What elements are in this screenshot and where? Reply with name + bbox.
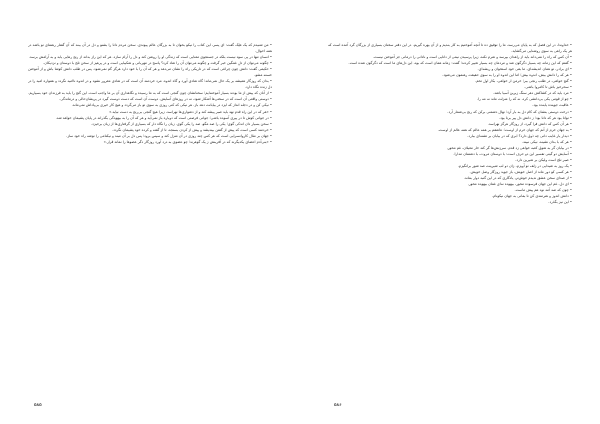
paragraph: • چگونه می‌توان از دلِ غمگین خبر گرفت و چگونه می‌توان آن را شاد کرد؟ پاسخ در مهربانی و شکیبایی است و در پرهیز از سخن تلخ با دوستان و نزدیکان. — [43, 61, 272, 66]
paragraph: • عاقبت جوینده یابنده بود. — [532, 103, 572, 108]
left-page-text-column — [28, 42, 272, 372]
paragraph: • گفتم که این زمانه چه بسیار دگرگون شد و مردمان چه بسیار تغییر کردند؛ گفت: زمانه همان است که بود، این دل‌های ما است که دگرگون شده است. — [348, 61, 572, 66]
right-page-number: ۵۸۶ — [334, 402, 342, 407]
paragraph: • به جهان خرم از آنم که جهان خرم از اوست؛ عاشقم بر همه عالم که همه عالم از اوست. — [437, 127, 572, 132]
paragraph: • سخن بسیار دان اندکی گوی؛ یکی را صد مگو، صد را یکی گوی. زبان را نگاه دار که بسیاری از گرفتاری‌ها از زبان برخیزد. — [91, 121, 272, 126]
right-page — [300, 0, 600, 424]
paragraph: • در بیابان گر به شوق کعبه خواهی زد قدم، سرزنش‌ها گر کند خار مغیلان، غم مخور. — [446, 145, 572, 150]
paragraph: • حکیمی گفت: دانش چون چراغی است که در تاریکی راه را نشان می‌دهد و هر که آن را با خود دارد هرگز گم نمی‌شود. پس در طلب دانش کوشا باش و از آموختن خسته مشو. — [28, 67, 272, 78]
paragraph: • چون که صد آمد نود هم پیش ماست. — [514, 188, 572, 193]
paragraph: • من شنیدم که یک مَلِک گفت: ای پسر، این کتاب را نیکو بخوان تا به بزرگان عالم پیوندی. سخن مردم دانا را بشنو و دل در آن ببند که آن گفتار رهنمای تو باشد در همه احوال. — [28, 43, 272, 54]
paragraph: • ای دل، غم این جهان فرسوده مخور، بیهوده نه‌ای غمان بیهوده مخور. — [467, 182, 572, 187]
paragraph: • آسایش دو گیتی تفسیر این دو حرف است: با دوستان مروت، با دشمنان مدارا. — [453, 151, 572, 156]
paragraph: • دوستی واقعی آن است که در سختی‌ها آشکار شود، نه در روزهای آسایش. دوست آن است که دست دوست گیرد در پریشان‌حالی و درماندگی. — [59, 97, 272, 102]
paragraph: • خداوندا، در این فصل که به پایان می‌رسد، ما را توفیق ده تا آنچه آموختیم به کار بندیم و از آن بهره گیریم. در این دفتر سخنان بسیاری از بزرگان گرد آمده است که هر یک راهی به سوی روشنایی می‌گشاید. — [328, 43, 572, 54]
paragraph: • چو از قومی یکی بی‌دانشی کرد، نه که را منزلت ماند نه مه را. — [476, 97, 572, 102]
paragraph: • هر که با بدان نشیند، نیکی نبیند. — [521, 139, 572, 144]
paragraph: • جهان بر مثال کاروانسرایی است که هر کس چند روزی در آن منزل کند و سپس برود؛ پس دل بر آن مبند و نیکنامی را توشه راه خود ساز. — [66, 133, 272, 138]
paragraph: • انسان تنها در پی سود نیست بلکه در جستجوی معنایی است که زندگی او را روشن کند و دل را آرام سازد. هر که این راز بداند از رنج رهایی یابد و به آرامش برسد. — [28, 55, 272, 60]
paragraph: • این نیز بگذرد. — [548, 200, 572, 205]
paragraph: • بدان که روزگار همیشه بر یک حال نمی‌ماند؛ گاه شادی آورد و گاه اندوه. مرد خردمند آن است که در شادی مغرور نشود و در اندوه ناامید نگردد و همواره امید را در دل زنده نگاه دارد. — [28, 79, 272, 90]
paragraph: • گنج خواهی، در طلب رنجی ببر؛ خرمن ار خواهی، بکار اول تخم. — [475, 79, 572, 84]
paragraph: • «هر که در این راه قدم نهد باید صبر پیشه کند و از دشواری‌ها نهراسد، زیرا هیچ گنجی بی‌رنج به دست نیاید.» — [109, 109, 272, 114]
paragraph: • صبر تلخ است ولیکن بر شیرین دارد. — [515, 157, 572, 162]
paragraph: • دیدار یار غایب دانی چه ذوق دارد؟ ابری که در بیابان بر تشنه‌ای ببارد. — [467, 133, 572, 138]
paragraph: • یک روز به شیدایی در زلف تو آویزم، زان دو لب شیرینت صد شور برانگیزم. — [457, 163, 572, 168]
paragraph: • سحرخیز باش تا کامروا باشی. — [524, 85, 572, 90]
paragraph: • نیکی کن و در دجله انداز که ایزد در بیابانت دهد باز. هر نیکی که کنی روزی به سوی تو باز می‌گردد و هیچ کار خیری بی‌پاداش نمی‌ماند. — [71, 103, 272, 108]
paragraph: • توانا بود هر که دانا بود؛ ز دانش دل پیر برنا بود. — [499, 115, 572, 120]
left-page-number: ۵۸۵ — [34, 402, 42, 407]
paragraph: • از صدای سخن عشق ندیدم خوش‌تر، یادگاری که در این گنبد دوار بماند. — [463, 176, 572, 181]
paragraph: • ای برادر، تو همان اندیشه‌ای، ما بقی خود استخوان و ریشه‌ای. — [477, 67, 572, 72]
paragraph: • هر که را دانش بیش، اندوه بیش؛ اما این اندوه او را به سوی حقیقت رهنمون می‌شود. — [442, 73, 572, 78]
paragraph: • هر کسی کو دور ماند از اصل خویش، باز جوید روزگار وصل خویش. — [469, 169, 572, 174]
paragraph: • مرد باید که در کشاکش دهر سنگ زیرین آسیا باشد. — [493, 91, 572, 96]
paragraph: • دانش اندوز و هنرمندی کن تا بمانی به جهان نیکونام. — [491, 194, 572, 199]
paragraph: • آن کس که راه را نمی‌داند باید از راهدان بپرسد و شرم نکند، زیرا پرسیدن نیمی از دانایی است و نادانی را درمانی جز آموختن نیست. — [372, 55, 572, 60]
paragraph: • از آنان که پیش از ما بودند بسیار آموخته‌ایم؛ سخنانشان چون گنجی است که به ما رسیده و نگاهداری آن بر ما واجب است. این گنج را باید به فرزندان خود بسپاریم. — [28, 91, 272, 96]
right-page-text-column — [328, 42, 572, 372]
paragraph: • «بنی‌آدم اعضای یکدیگرند که در آفرینش ز یک گوهرند؛ چو عضوی به درد آورد روزگار دگر عضوها را نماند قرار.» — [103, 139, 272, 144]
paragraph: • درخت دوستی بنشان که کام دل به بار آرد؛ نهال دشمنی برکن که رنج بی‌شمار آرد. — [447, 109, 572, 114]
paragraph: • خردمند کسی است که پیش از گفتن بیندیشد و پیش از کردن بسنجد، تا از گفته و کرده خود پشیمان نگردد. — [112, 127, 272, 132]
paragraph: • در جوانی کوش تا در پیری آسوده باشی؛ جوانی فرصتی است که دوباره باز نمی‌آید و هر که آن را به بیهودگی بگذراند در پایان پشیمان خواهد شد. — [55, 115, 272, 120]
paragraph: • هر آن کس که دانش فرا گیرد، از روزگار هرگز نهراسد. — [487, 121, 572, 126]
